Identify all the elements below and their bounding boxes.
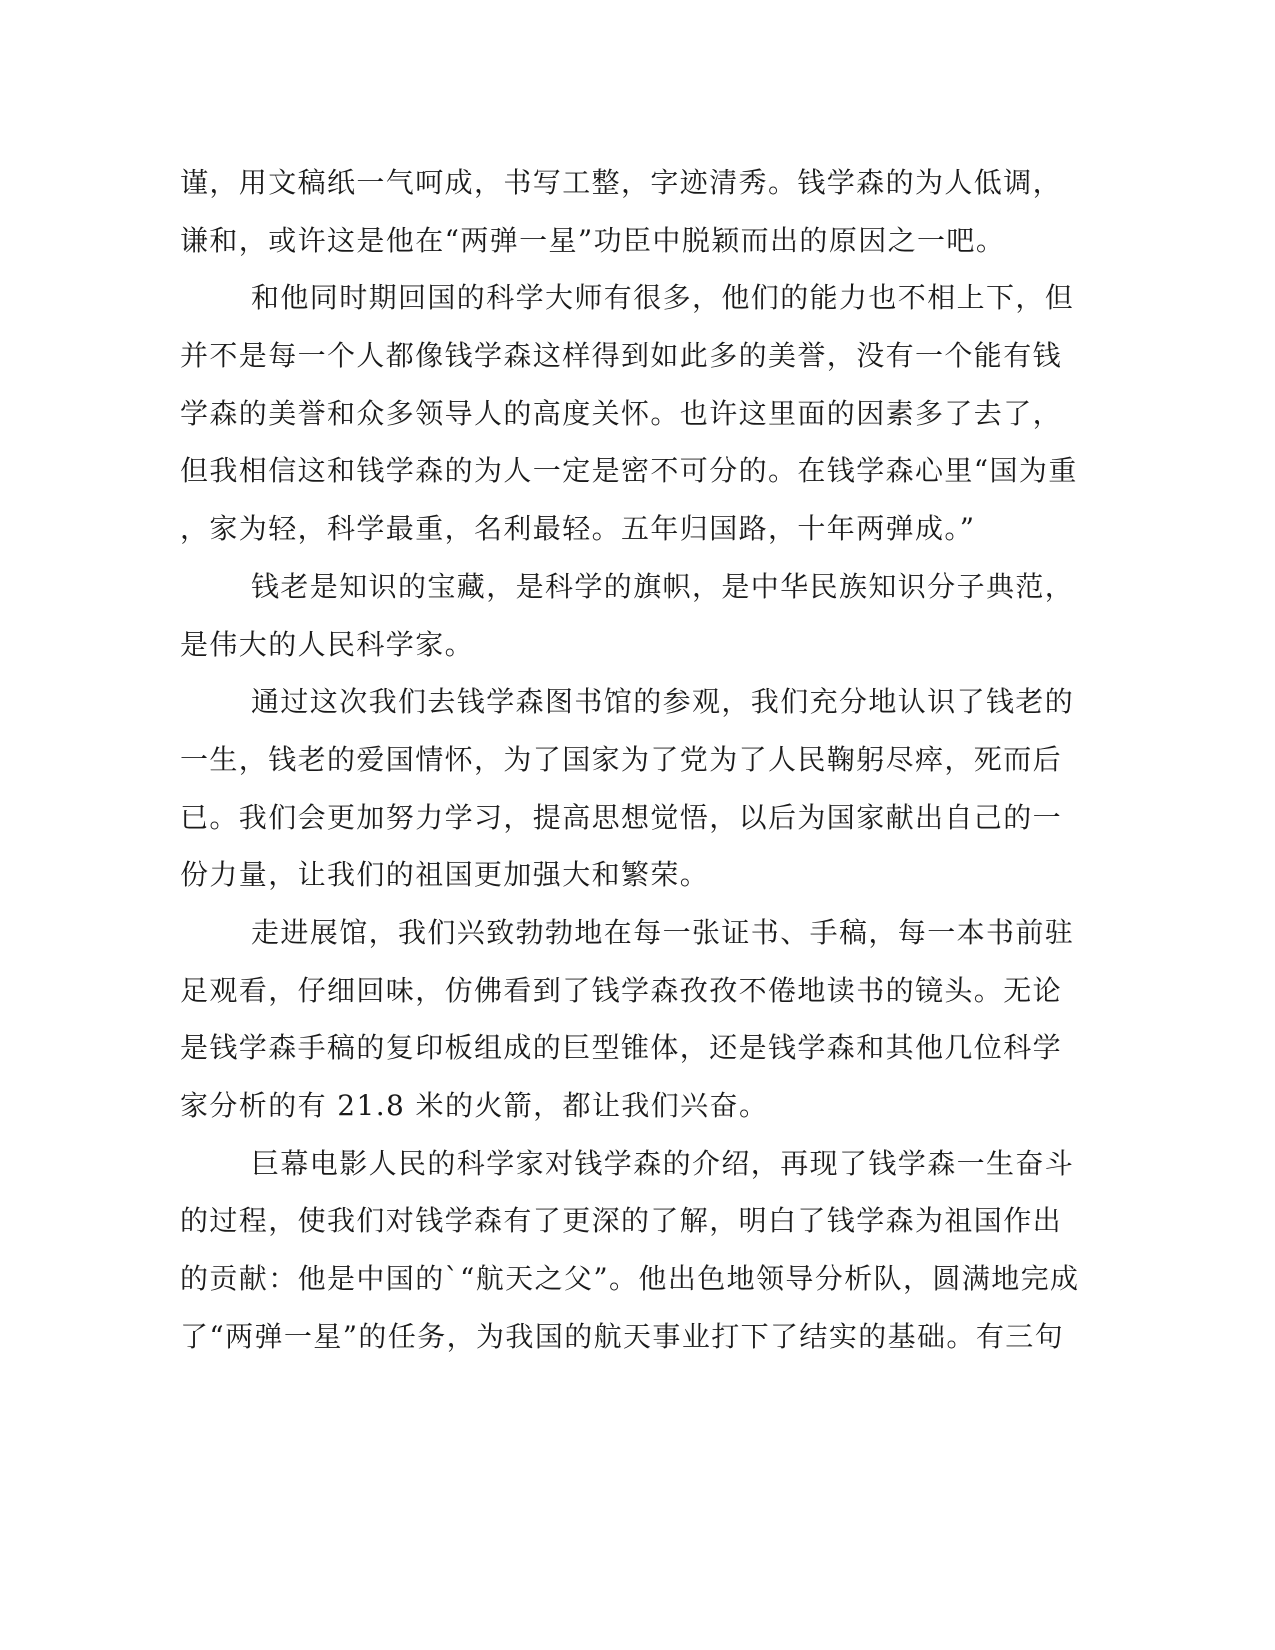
- paragraph: [180, 154, 1063, 269]
- text-line: ，家为轻，科学最重，名利最轻。五年归国路，十年两弹成。”: [180, 512, 976, 546]
- text-line: 但我相信这和钱学森的为人一定是密不可分的。在钱学森心里“国为重: [180, 454, 1078, 488]
- text-line: 已。我们会更加努力学习，提高思想觉悟，以后为国家献出自己的一: [180, 800, 1063, 834]
- text-line: 了“两弹一星”的任务，为我国的航天事业打下了结实的基础。有三句: [180, 1319, 1065, 1353]
- text-line: 是钱学森手稿的复印板组成的巨型锥体，还是钱学森和其他几位科学: [180, 1031, 1063, 1065]
- document-body: [180, 154, 1080, 1365]
- text-line: 学森的美誉和众多领导人的高度关怀。也许这里面的因素多了去了，: [180, 396, 1063, 430]
- text-line: 谨，用文稿纸一气呵成，书写工整，字迹清秀。钱学森的为人低调，: [180, 166, 1063, 199]
- paragraph: [180, 904, 1075, 1135]
- text-line: 并不是每一个人都像钱学森这样得到如此多的美誉，没有一个能有钱: [180, 339, 1063, 373]
- text-line: 走进展馆，我们兴致勃勃地在每一张证书、手稿，每一本书前驻: [251, 915, 1075, 949]
- text-line: 钱老是知识的宝藏，是科学的旗帜，是中华民族知识分子典范，: [251, 569, 1075, 603]
- text-line: 是伟大的人民科学家。: [180, 627, 475, 661]
- text-line: 的过程，使我们对钱学森有了更深的了解，明白了钱学森为祖国作出: [180, 1204, 1063, 1238]
- paragraph: [180, 558, 1075, 673]
- text-line: 谦和，或许这是他在“两弹一星”功臣中脱颖而出的原因之一吧。: [180, 223, 1006, 257]
- paragraph: [180, 1135, 1080, 1366]
- paragraph: [180, 673, 1075, 904]
- text-line: 通过这次我们去钱学森图书馆的参观，我们充分地认识了钱老的: [251, 685, 1075, 719]
- text-line: 份力量，让我们的祖国更加强大和繁荣。: [180, 858, 710, 892]
- paragraph: [180, 269, 1078, 557]
- text-line: 和他同时期回国的科学大师有很多，他们的能力也不相上下，但: [251, 281, 1075, 315]
- text-line: 家分析的有 21.8 米的火箭，都让我们兴奋。: [180, 1089, 769, 1122]
- text-line: 足观看，仔细回味，仿佛看到了钱学森孜孜不倦地读书的镜头。无论: [180, 973, 1063, 1007]
- text-line: 的贡献：他是中国的`“航天之父”。他出色地领导分析队，圆满地完成: [180, 1262, 1080, 1296]
- text-line: 巨幕电影人民的科学家对钱学森的介绍，再现了钱学森一生奋斗: [251, 1146, 1075, 1180]
- text-line: 一生，钱老的爱国情怀，为了国家为了党为了人民鞠躬尽瘁，死而后: [180, 742, 1063, 776]
